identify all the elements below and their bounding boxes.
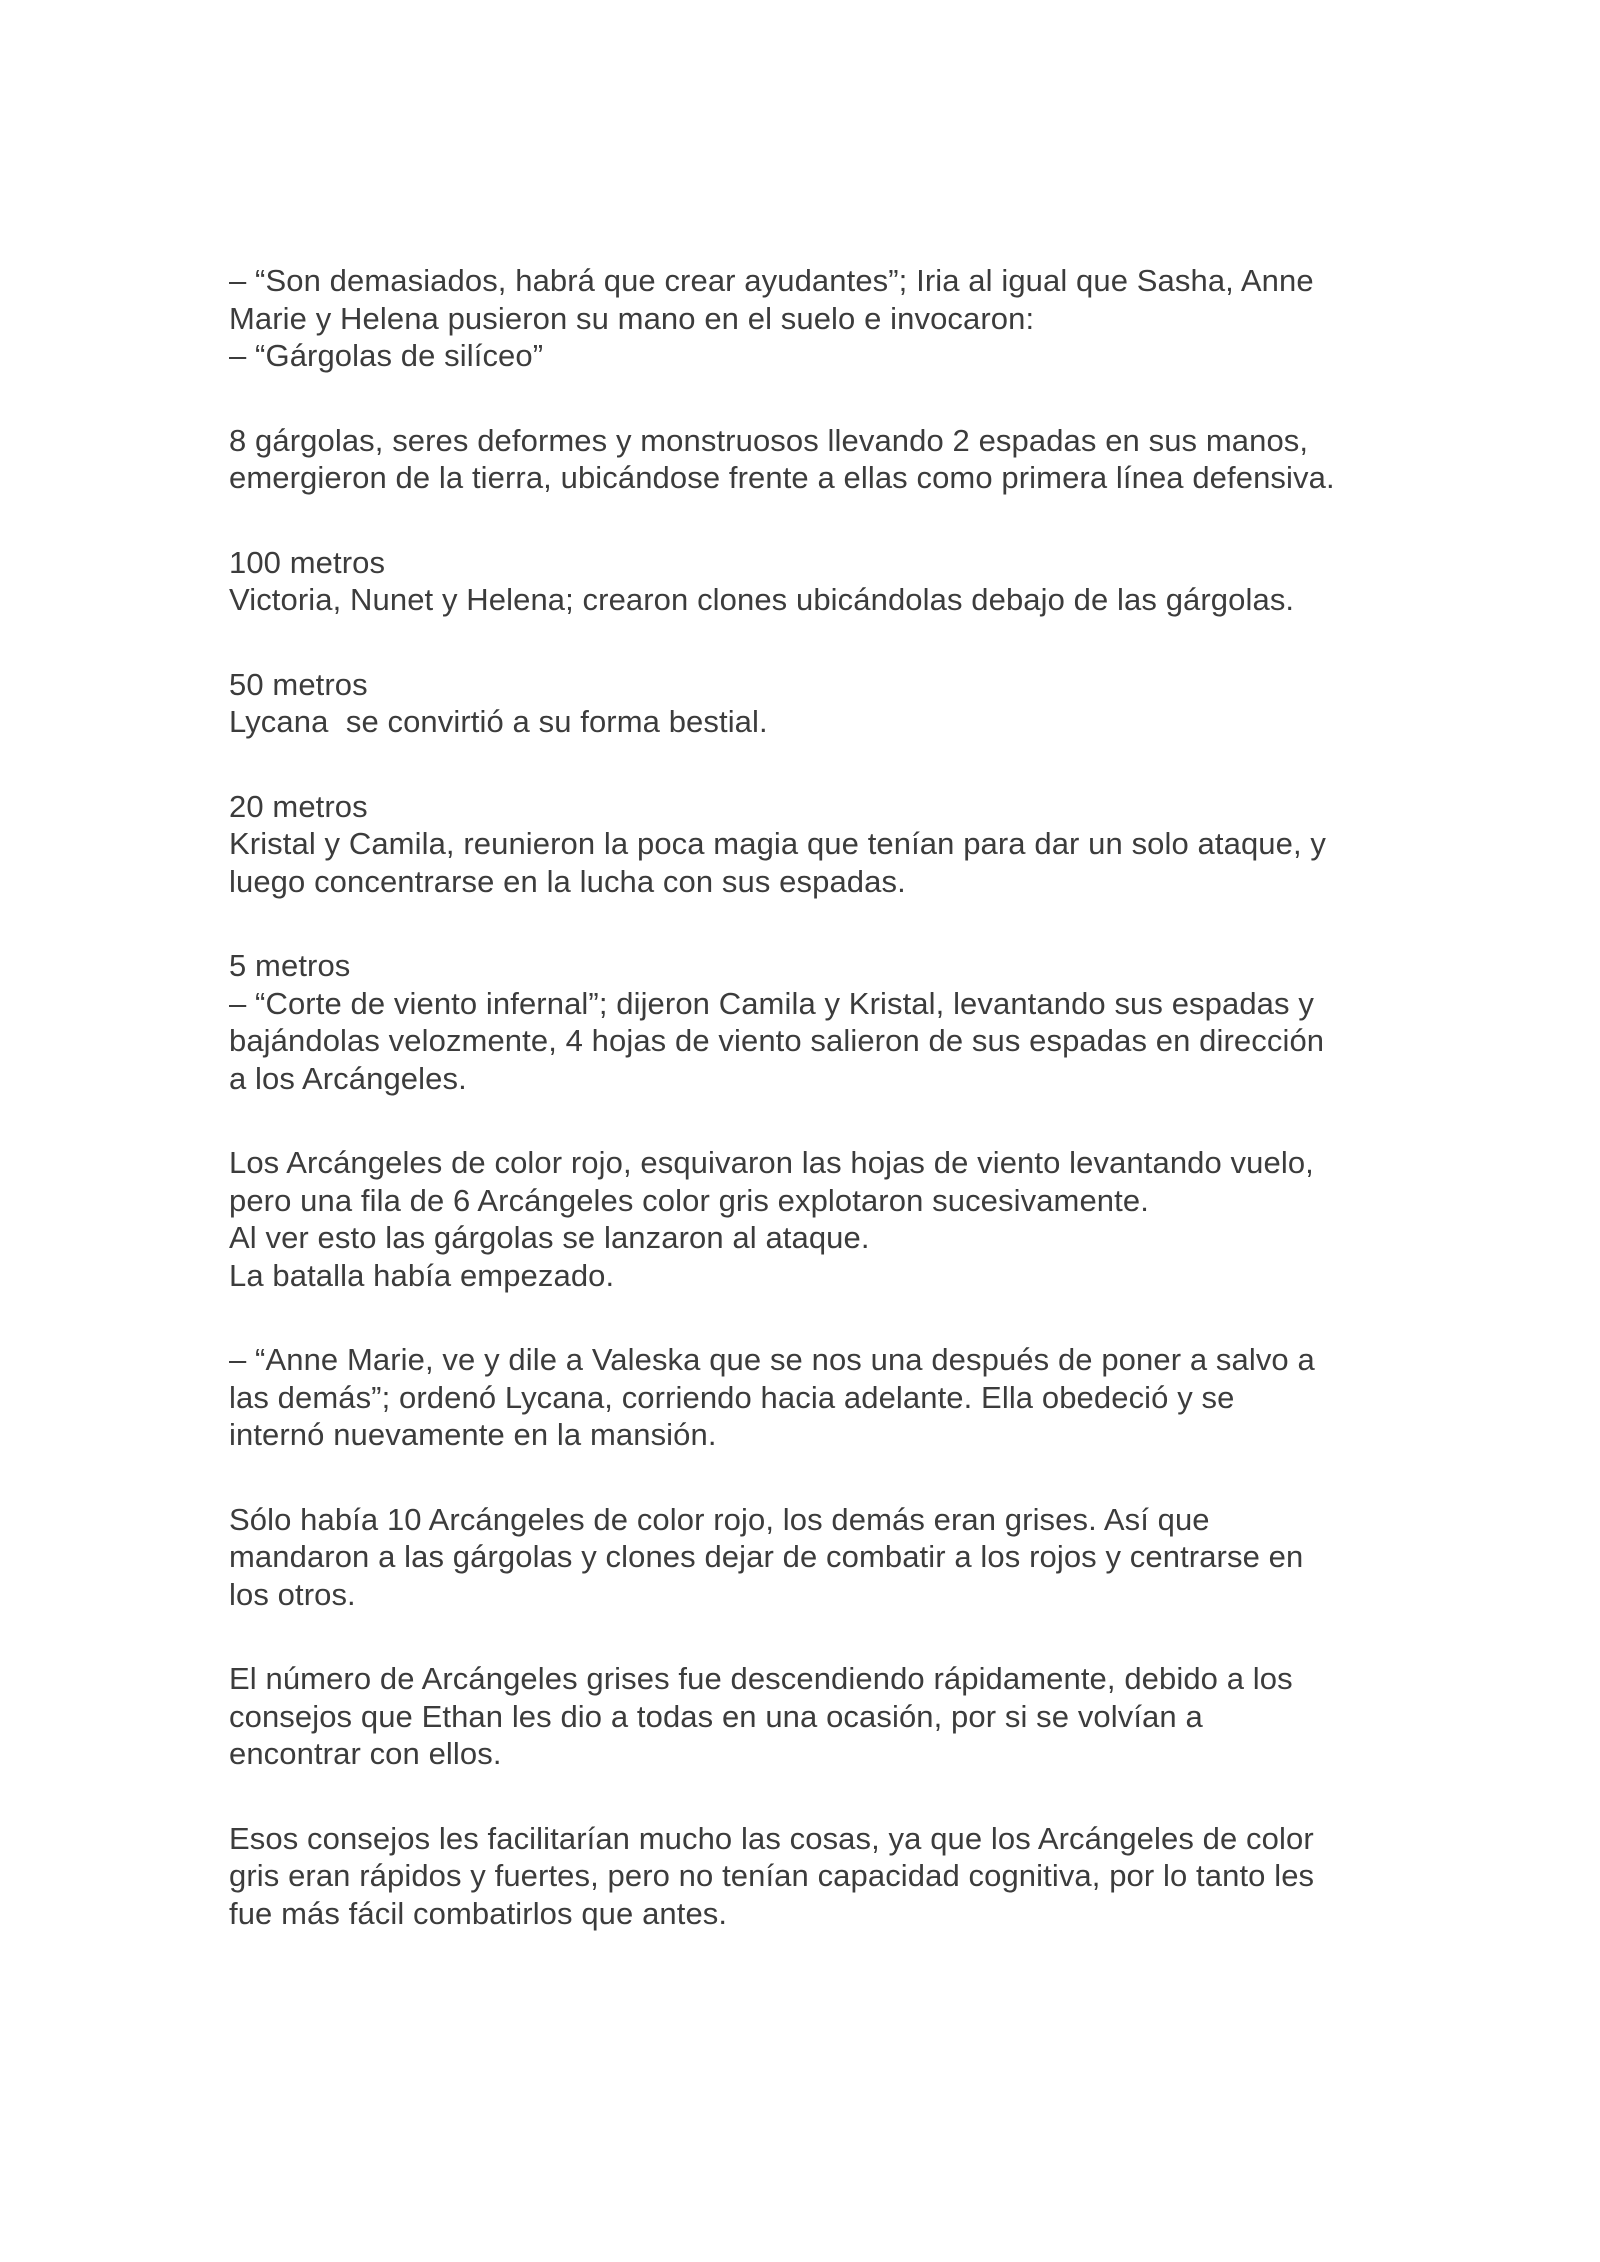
text-line: Los Arcángeles de color rojo, esquivaron las hojas de viento levantando vuelo, [229,1145,1314,1180]
text-line: bajándolas velozmente, 4 hojas de viento salieron de sus espadas en dirección [229,1023,1325,1058]
text-line: – “Gárgolas de silíceo” [229,338,544,373]
text-line: 5 metros [229,948,351,983]
text-line: El número de Arcángeles grises fue descendiendo rápidamente, debido a los [229,1661,1293,1696]
text-line: consejos que Ethan les dio a todas en una ocasión, por si se volvían a [229,1698,1203,1734]
text-line: encontrar con ellos. [229,1736,502,1771]
text-line: Marie y Helena pusieron su mano en el suelo e invocaron: [229,300,1035,336]
text-line: 20 metros [229,788,368,824]
paragraph [229,1144,1389,1294]
text-line: fue más fácil combatirlos que antes. [229,1895,728,1931]
text-line: mandaron a las gárgolas y clones dejar de combatir a los rojos y centrarse en [229,1539,1304,1574]
paragraph [229,788,1389,901]
text-line: – “Corte de viento infernal”; dijeron Camila y Kristal, levantando sus espadas y [229,985,1314,1021]
text-line: Kristal y Camila, reunieron la poca magia que tenían para dar un solo ataque, y [229,826,1326,861]
text-line: luego concentrarse en la lucha con sus espadas. [229,863,906,899]
paragraph [229,1501,1389,1614]
paragraph [229,947,1389,1097]
paragraph [229,1820,1389,1933]
text-line: a los Arcángeles. [229,1060,467,1096]
text-line: – “Anne Marie, ve y dile a Valeska que se nos una después de poner a salvo a [229,1342,1315,1377]
text-line: Al ver esto las gárgolas se lanzaron al ataque. [229,1220,870,1255]
text-line: La batalla había empezado. [229,1257,615,1293]
paragraph [229,262,1389,375]
text-line: Victoria, Nunet y Helena; crearon clones ubicándolas debajo de las gárgolas. [229,582,1295,617]
text-line: los otros. [229,1576,356,1612]
text-line: 100 metros [229,544,386,580]
text-line: Sólo había 10 Arcángeles de color rojo, los demás eran grises. Así que [229,1501,1210,1537]
paragraph [229,1660,1389,1773]
text-line: – “Son demasiados, habrá que crear ayudantes”; Iria al igual que Sasha, Anne [229,263,1314,298]
text-line: 8 gárgolas, seres deformes y monstruosos llevando 2 espadas en sus manos, [229,422,1309,458]
text-line: Esos consejos les facilitarían mucho las cosas, ya que los Arcángeles de color [229,1820,1314,1856]
text-line: 50 metros [229,666,368,702]
text-line: gris eran rápidos y fuertes, pero no tenían capacidad cognitiva, por lo tanto les [229,1858,1315,1893]
text-line: las demás”; ordenó Lycana, corriendo hacia adelante. Ella obedeció y se [229,1379,1235,1415]
paragraph [229,544,1389,619]
document-body [229,262,1389,1979]
text-line: emergieron de la tierra, ubicándose frente a ellas como primera línea defensiva. [229,460,1335,495]
paragraph [229,666,1389,741]
text-line: Lycana se convirtió a su forma bestial. [229,704,768,739]
text-line: pero una fila de 6 Arcángeles color gris explotaron sucesivamente. [229,1182,1149,1218]
text-line: internó nuevamente en la mansión. [229,1417,717,1452]
paragraph [229,422,1389,497]
paragraph [229,1341,1389,1454]
